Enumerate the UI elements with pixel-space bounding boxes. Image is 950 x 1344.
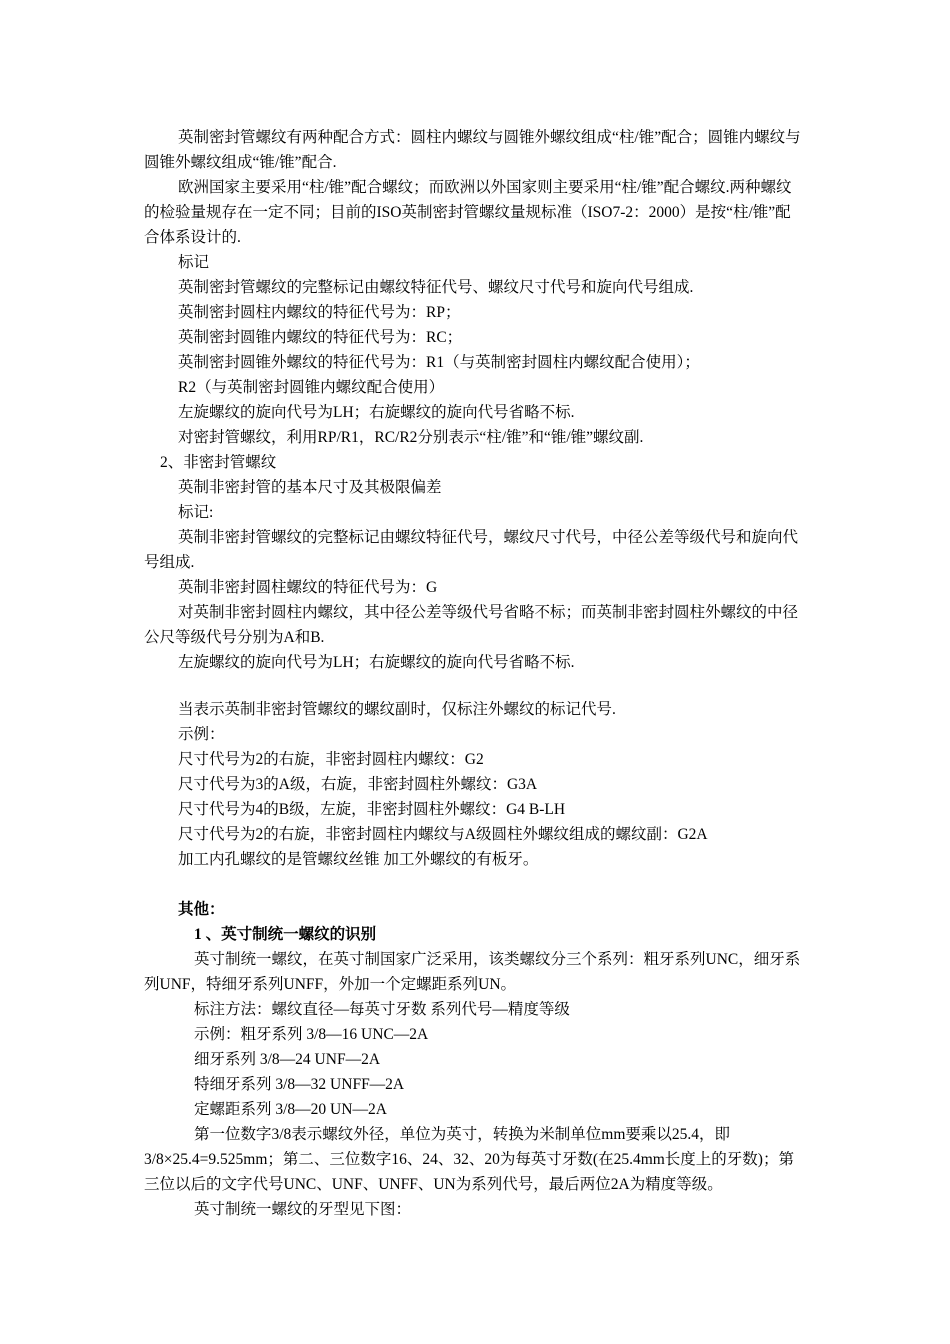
paragraph: 特细牙系列 3/8—32 UNFF—2A (194, 1076, 405, 1093)
paragraph: 示例：粗牙系列 3/8—16 UNC—2A (194, 1026, 429, 1043)
paragraph: 对密封管螺纹，利用RP/R1，RC/R2分别表示“柱/锥”和“锥/锥”螺纹副. (178, 429, 644, 446)
paragraph: 标记 (178, 254, 210, 271)
paragraph: 尺寸代号为3的A级，右旋，非密封圆柱外螺纹：G3A (178, 776, 538, 793)
paragraph: 英制非密封圆柱螺纹的特征代号为：G (178, 579, 438, 596)
section-other (144, 897, 806, 1222)
section-heading: 2、非密封管螺纹 (160, 454, 277, 471)
paragraph: 英制非密封管螺纹的完整标记由螺纹特征代号，螺纹尺寸代号，中径公差等级代号和旋向代号组成. (144, 529, 799, 571)
paragraph: 英制密封圆锥外螺纹的特征代号为：R1（与英制密封圆柱内螺纹配合使用）； (178, 354, 700, 371)
paragraph: 英寸制统一螺纹的牙型见下图： (194, 1201, 412, 1218)
paragraph: 尺寸代号为2的右旋，非密封圆柱内螺纹：G2 (178, 751, 484, 768)
paragraph: 加工内孔螺纹的是管螺纹丝锥 加工外螺纹的有板牙。 (178, 851, 539, 868)
paragraph: 左旋螺纹的旋向代号为LH；右旋螺纹的旋向代号省略不标. (178, 404, 575, 421)
paragraph: 英制密封管螺纹的完整标记由螺纹特征代号、螺纹尺寸代号和旋向代号组成. (178, 279, 694, 296)
section-examples (144, 697, 806, 872)
section-sealed-pipe-thread (144, 125, 806, 675)
paragraph: 标记: (178, 504, 214, 521)
paragraph: 英制密封管螺纹有两种配合方式：圆柱内螺纹与圆锥外螺纹组成“柱/锥”配合；圆锥内螺纹与圆锥外螺纹组成“锥/锥”配合. (144, 129, 801, 171)
paragraph: 对英制非密封圆柱内螺纹，其中径公差等级代号省略不标；而英制非密封圆柱外螺纹的中径公尺等级代号分别为A和B. (144, 604, 799, 646)
paragraph: 英制密封圆锥内螺纹的特征代号为：RC； (178, 329, 463, 346)
paragraph: 第一位数字3/8表示螺纹外径，单位为英寸，转换为米制单位mm要乘以25.4，即3/8×25.4=9.525mm；第二、三位数字16、24、32、20为每英寸牙数(在25.4mm长度上的牙数)；第三位以后的文字代号UNC、UNF、UNFF、UN为系列代号，最后两位2A为精度等级。 (144, 1126, 794, 1193)
other-heading: 其他： (178, 901, 225, 918)
paragraph: 尺寸代号为4的B级，左旋，非密封圆柱外螺纹：G4 B-LH (178, 801, 566, 818)
paragraph: 定螺距系列 3/8—20 UN—2A (194, 1101, 387, 1118)
sub-heading: 1 、英寸制统一螺纹的识别 (194, 926, 377, 943)
paragraph: 尺寸代号为2的右旋，非密封圆柱内螺纹与A级圆柱外螺纹组成的螺纹副：G2A (178, 826, 708, 843)
paragraph: R2（与英制密封圆锥内螺纹配合使用） (178, 379, 445, 396)
paragraph: 当表示英制非密封管螺纹的螺纹副时，仅标注外螺纹的标记代号. (178, 701, 616, 718)
paragraph: 标注方法：螺纹直径—每英寸牙数 系列代号—精度等级 (194, 1001, 570, 1018)
paragraph: 欧洲国家主要采用“柱/锥”配合螺纹；而欧洲以外国家则主要采用“柱/锥”配合螺纹.两种螺纹的检验量规存在一定不同；目前的ISO英制密封管螺纹量规标准（ISO7-2：2000）是按“柱/锥”配合体系设计的. (144, 179, 792, 246)
paragraph: 英制非密封管的基本尺寸及其极限偏差 (178, 479, 442, 496)
paragraph: 英制密封圆柱内螺纹的特征代号为：RP； (178, 304, 461, 321)
paragraph: 示例： (178, 726, 225, 743)
paragraph: 细牙系列 3/8—24 UNF—2A (194, 1051, 381, 1068)
paragraph: 英寸制统一螺纹，在英寸制国家广泛采用，该类螺纹分三个系列：粗牙系列UNC，细牙系列UNF，特细牙系列UNFF，外加一个定螺距系列UN。 (144, 951, 801, 993)
paragraph: 左旋螺纹的旋向代号为LH；右旋螺纹的旋向代号省略不标. (178, 654, 575, 671)
